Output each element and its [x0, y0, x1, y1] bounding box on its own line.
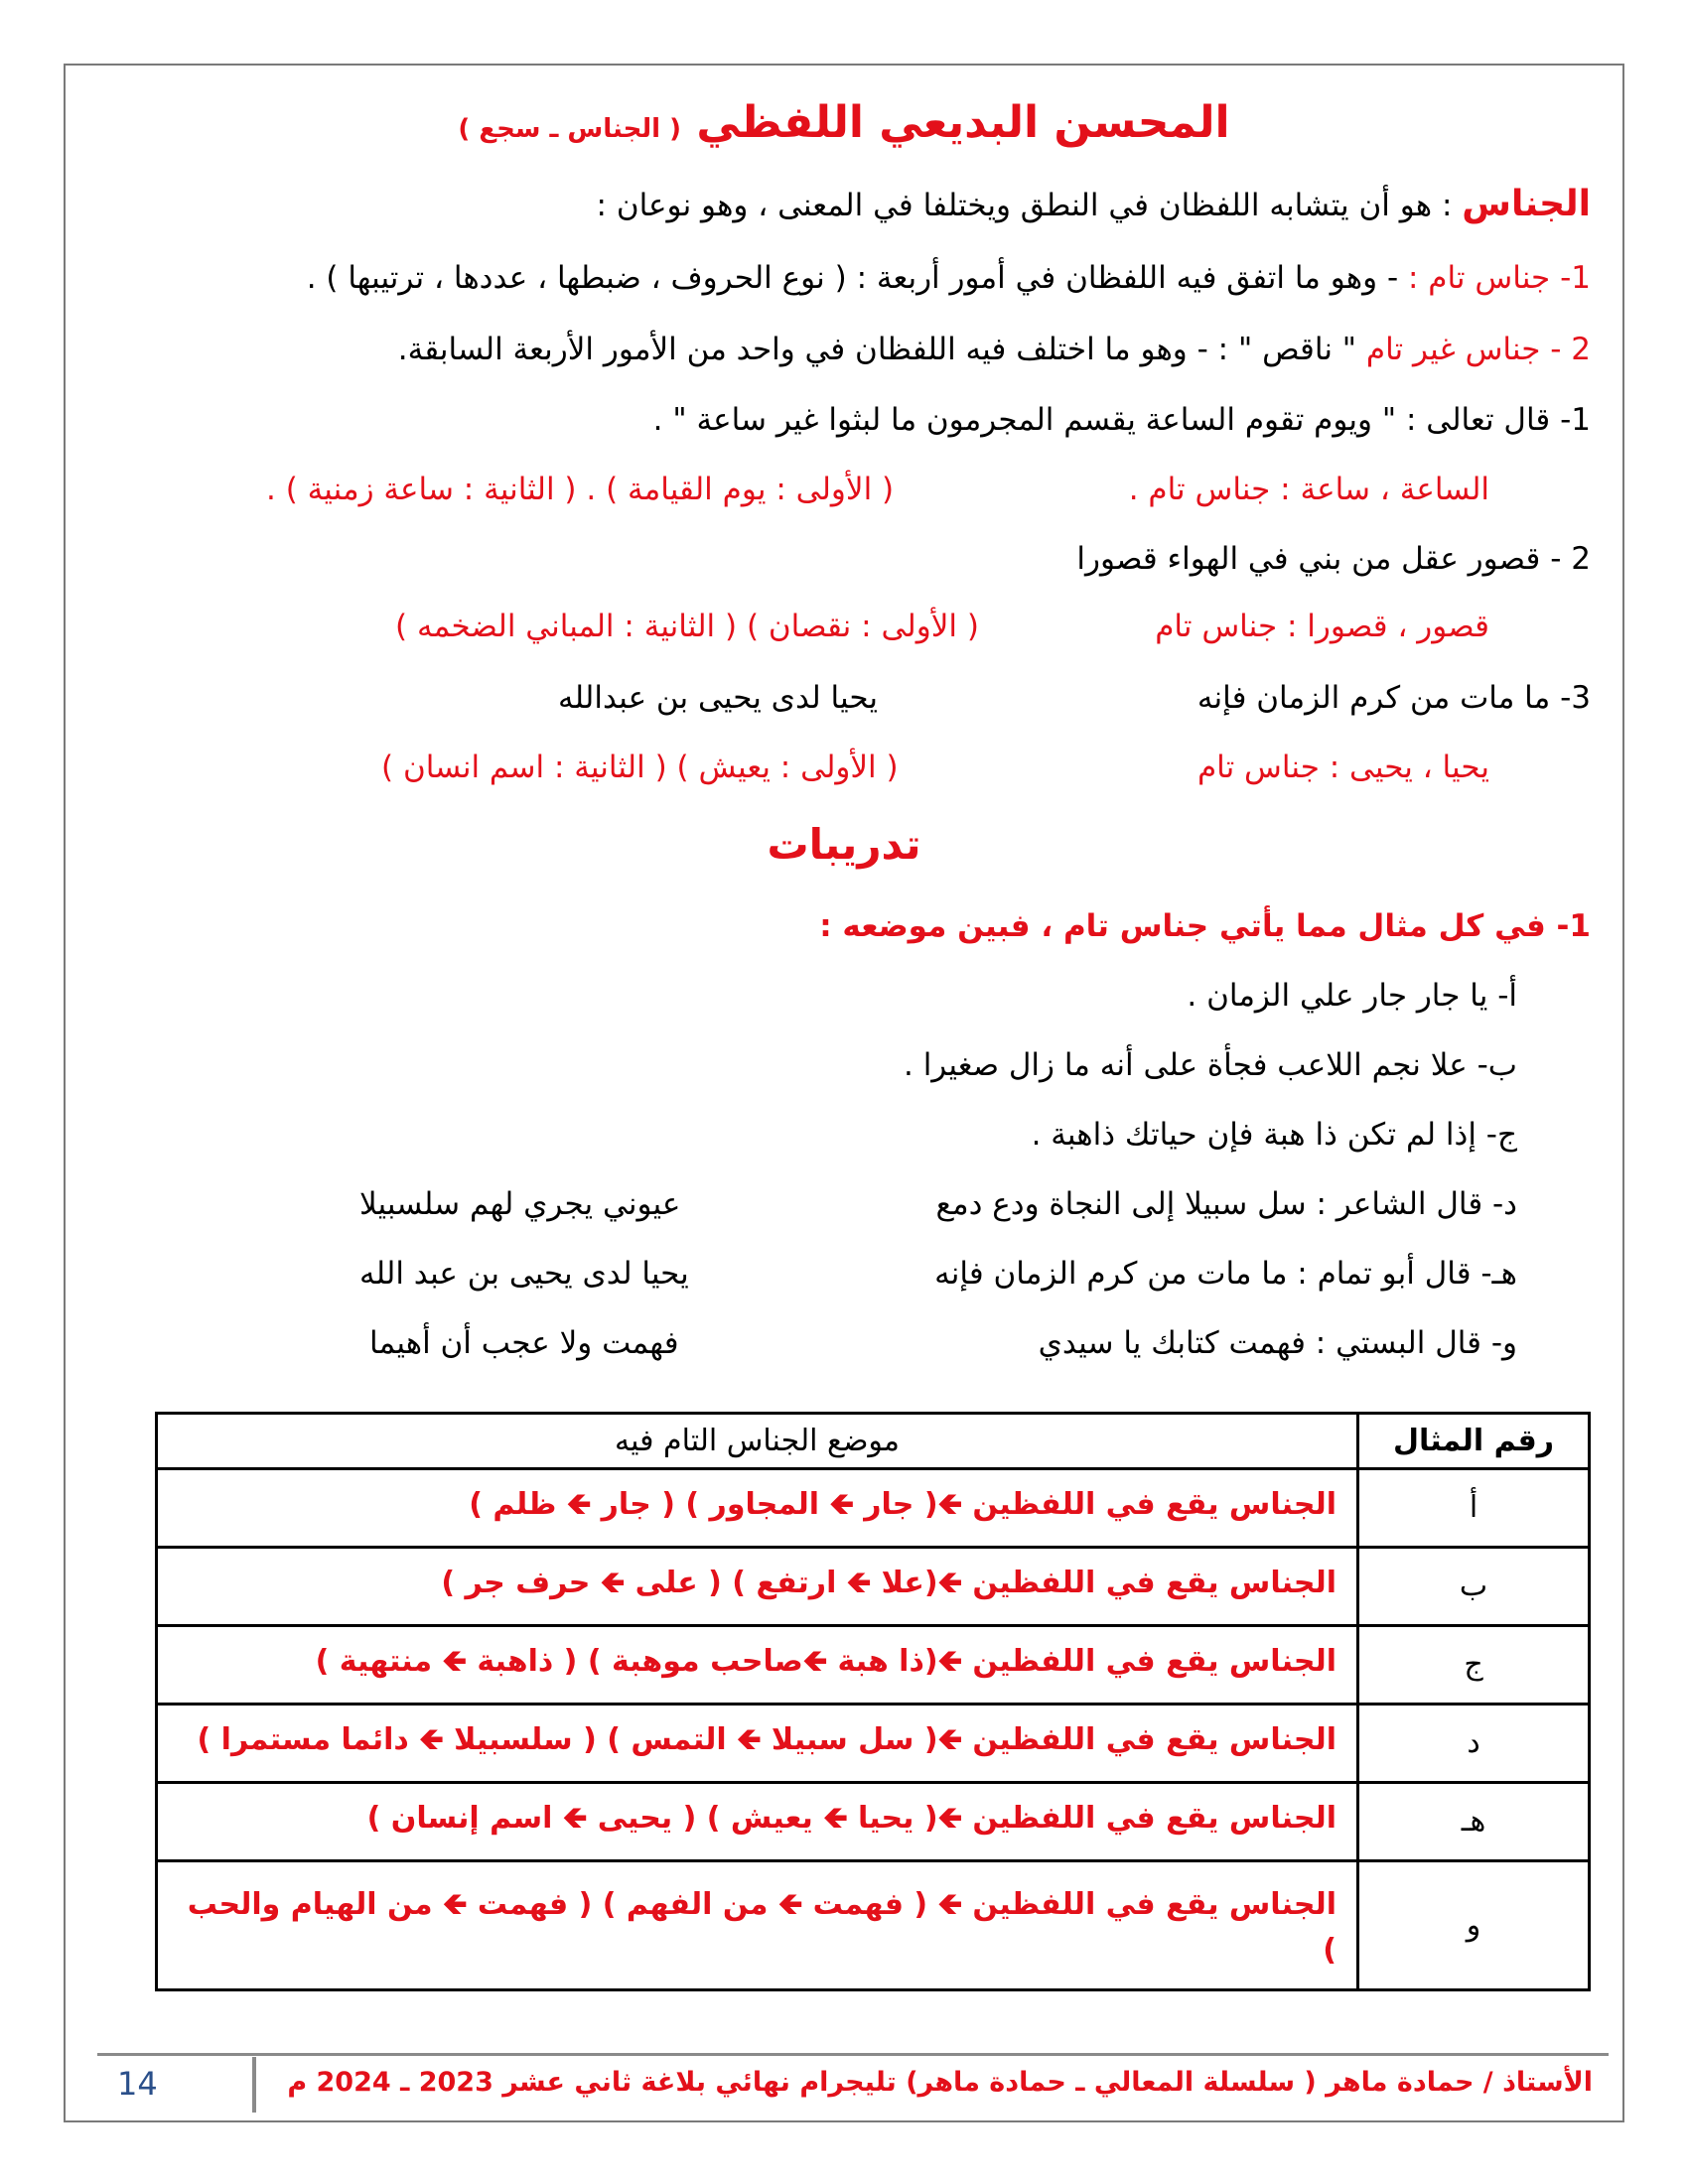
row-answer: الجناس يقع في اللفظين 🡸(علا 🡸 ارتفع ) ( على 🡸 حرف جر ) [157, 1547, 1358, 1625]
type-1-text: - وهو ما اتفق فيه اللفظان في أمور أربعة : ( نوع الحروف ، ضبطها ، عددها ، ترتيبها ) . [306, 260, 1408, 296]
answer-table [155, 1412, 1591, 1991]
header-position: موضع الجناس التام فيه [157, 1414, 1358, 1469]
exercise-item-f-second: فهمت ولا عجب أن أهيما [369, 1325, 679, 1361]
table-row [157, 1860, 1590, 1989]
example-2-text: 2 - قصور عقل من بني في الهواء قصورا [1076, 541, 1591, 577]
exercise-item-c: ج- إذا لم تكن ذا هبة فإن حياتك ذاهبة . [1031, 1117, 1517, 1153]
page-number: 14 [117, 2065, 158, 2103]
row-answer: الجناس يقع في اللفظين 🡸(ذا هبة 🡸صاحب موهبة ) ( ذاهبة 🡸 منتهية ) [157, 1625, 1358, 1704]
exercise-item-e: هـ- قال أبو تمام : ما مات من كرم الزمان فإنه [934, 1256, 1517, 1292]
example-1-text: 1- قال تعالى : " ويوم تقوم الساعة يقسم المجرمون ما لبثوا غير ساعة " . [652, 402, 1591, 438]
table-row [157, 1468, 1590, 1547]
type-2-text: " ناقص " : - وهو ما اختلف فيه اللفظان في واحد من الأمور الأربعة السابقة. [397, 332, 1366, 367]
example-2-answer: قصور ، قصورا : جناس تام [1155, 609, 1489, 644]
page-title [119, 97, 1569, 148]
type-1-label: 1- جناس تام : [1408, 260, 1591, 296]
row-number: ب [1358, 1547, 1590, 1625]
example-3-answer: يحيا ، يحيى : جناس تام [1196, 750, 1489, 785]
exercises-heading: تدريبات [767, 820, 921, 869]
exercise-item-b: ب- علا نجم اللاعب فجأة على أنه ما زال صغيرا . [903, 1047, 1517, 1083]
exercise-question: 1- في كل مثال مما يأتي جناس تام ، فبين موضعه : [819, 908, 1591, 944]
exercise-item-e-second: يحيا لدى يحيى بن عبد الله [359, 1256, 689, 1292]
example-3-first-hemistich: 3- ما مات من كرم الزمان فإنه [1196, 680, 1591, 716]
row-number: هـ [1358, 1782, 1590, 1860]
exercise-item-f: و- قال البستي : فهمت كتابك يا سيدي [1038, 1325, 1517, 1361]
definition-term: الجناس [1462, 184, 1591, 224]
exercise-item-a: أ- يا جار جار علي الزمان . [1187, 978, 1517, 1014]
type-2-line [119, 332, 1591, 367]
type-2-label: 2 - جناس غير تام [1365, 332, 1591, 367]
row-number: ج [1358, 1625, 1590, 1704]
row-answer: الجناس يقع في اللفظين 🡸( يحيا 🡸 يعيش ) ( يحيى 🡸 اسم إنسان ) [157, 1782, 1358, 1860]
example-3-second-hemistich: يحيا لدى يحيى بن عبدالله [558, 680, 878, 716]
example-1-answer: الساعة ، ساعة : جناس تام . [1128, 472, 1489, 507]
example-3-meaning: ( الأولى : يعيش ) ( الثانية : اسم انسان ) [381, 750, 899, 785]
example-2-meaning: ( الأولى : نقصان ) ( الثانية : المباني الضخمه ) [395, 609, 979, 644]
footer-credit: الأستاذ / حمادة ماهر ( سلسلة المعالي ـ حمادة ماهر) تليجرام نهائي بلاغة ثاني عشر 2023 ـ 2024 م [287, 2067, 1593, 2098]
type-1-line [119, 260, 1591, 296]
title-paren: ( الجناس ـ سجع ) [458, 114, 681, 144]
title-main: المحسن البديعي اللفظي [696, 97, 1230, 148]
table-row [157, 1782, 1590, 1860]
definition-text: : هو أن يتشابه اللفظان في النطق ويختلفا في المعنى ، وهو نوعان : [596, 188, 1463, 223]
example-1-meaning: ( الأولى : يوم القيامة ) . ( الثانية : ساعة زمنية ) . [266, 472, 895, 507]
row-number: أ [1358, 1468, 1590, 1547]
exercise-item-d-second: عيوني يجري لهم سلسبيلا [359, 1186, 681, 1222]
table-row [157, 1704, 1590, 1782]
header-example-number: رقم المثال [1358, 1414, 1590, 1469]
footer-divider [97, 2053, 1609, 2056]
footer-separator [252, 2057, 256, 2113]
table-header-row [157, 1414, 1590, 1469]
table-row [157, 1625, 1590, 1704]
table-row [157, 1547, 1590, 1625]
row-number: و [1358, 1860, 1590, 1989]
exercise-item-d: د- قال الشاعر : سل سبيلا إلى النجاة ودع دمع [935, 1186, 1517, 1222]
row-answer: الجناس يقع في اللفظين 🡸( جار 🡸 المجاور ) ( جار 🡸 ظلم ) [157, 1468, 1358, 1547]
definition-line [119, 184, 1591, 224]
row-number: د [1358, 1704, 1590, 1782]
row-answer: الجناس يقع في اللفظين 🡸 ( فهمت 🡸 من الفهم ) ( فهمت 🡸 من الهيام والحب ) [157, 1860, 1358, 1989]
row-answer: الجناس يقع في اللفظين 🡸( سل سبيلا 🡸 التمس ) ( سلسبيلا 🡸 دائما مستمرا ) [157, 1704, 1358, 1782]
